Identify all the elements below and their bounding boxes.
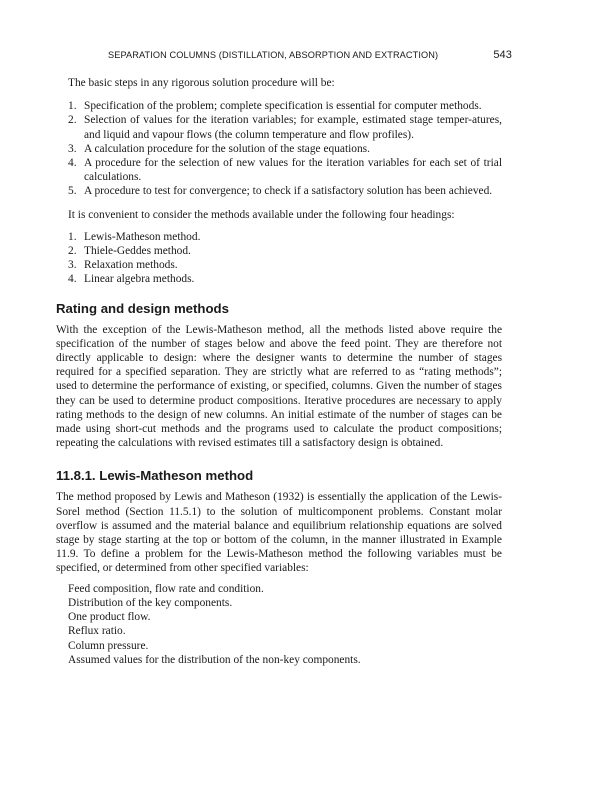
list-item <box>68 258 502 272</box>
list-number: 1. <box>68 100 77 113</box>
list-item <box>68 272 502 286</box>
list-number: 3. <box>68 142 77 155</box>
section-heading-rating: Rating and design methods <box>56 300 229 316</box>
list-text: Lewis-Matheson method. <box>84 230 201 243</box>
list-item: Distribution of the key components. <box>68 596 233 609</box>
list-text: Thiele-Geddes method. <box>84 245 191 258</box>
list-item: Assumed values for the distribution of the non-key components. <box>68 653 361 666</box>
document-page <box>56 49 512 667</box>
list-number: 1. <box>68 230 77 243</box>
solution-steps-list <box>68 99 502 198</box>
list-item: One product flow. <box>68 611 151 624</box>
running-header <box>108 50 512 64</box>
list-item <box>68 230 502 244</box>
list-number: 3. <box>68 259 77 272</box>
list-text: A procedure for the selection of new values for the iteration variables for each set of trial calculations. <box>84 157 502 184</box>
list-item: Column pressure. <box>68 639 149 652</box>
list-text: Selection of values for the iteration variables; for example, estimated stage temper-atures, and liquid and vapour flows (the column temperature and flow profiles). <box>84 114 502 141</box>
list-item <box>68 142 502 156</box>
list-item <box>68 156 502 184</box>
page-number: 543 <box>493 49 512 61</box>
list-text: A calculation procedure for the solution of the stage equations. <box>84 142 370 155</box>
list-item <box>68 244 502 258</box>
convenient-paragraph: It is convenient to consider the methods available under the following four headings: <box>68 208 455 221</box>
lewis-matheson-paragraph: The method proposed by Lewis and Matheson (1932) is essentially the application of the Lewis-Sorel method (Section 11.5.1) to the solution of multicomponent problems. Constant molar overflow is assumed and the material balance and equilibrium relationship equations are solved stage by stage starting at the top or bottom of the column, in the manner illustrated in Example 11.9. To define a problem for the Lewis-Matheson method the following variables must be specified, or determined from other specified variables: <box>56 491 502 575</box>
list-item <box>68 113 502 141</box>
list-item: Reflux ratio. <box>68 625 126 638</box>
specified-variables-list <box>68 582 502 667</box>
list-text: Linear algebra methods. <box>84 273 195 286</box>
list-text: Relaxation methods. <box>84 259 178 272</box>
section-heading-lewis-matheson: 11.8.1. Lewis-Matheson method <box>56 468 254 484</box>
list-number: 4. <box>68 273 77 286</box>
list-text: Specification of the problem; complete specification is essential for computer methods. <box>84 100 482 113</box>
rating-paragraph: With the exception of the Lewis-Matheson method, all the methods listed above require the specification of the number of stages below and above the feed point. They are therefore not directly applicable to design: where the designer wants to determine the number of stages required for a specified separation. They are strictly what are referred to as “rating methods”; used to determine the performance of existing, or specified, columns. Given the number of stages they can be used to determine product compositions. Iterative procedures are necessary to apply rating methods to the design of new columns. An initial estimate of the number of stages can be made using short-cut methods and the programs used to calculate the product compositions; repeating the calculations with revised estimates till a satisfactory design is obtained. <box>56 323 502 450</box>
list-number: 5. <box>68 185 77 198</box>
list-number: 2. <box>68 114 77 127</box>
list-item <box>68 184 502 198</box>
intro-paragraph: The basic steps in any rigorous solution procedure will be: <box>68 77 335 89</box>
list-number: 2. <box>68 245 77 258</box>
methods-list <box>68 230 502 287</box>
list-number: 4. <box>68 157 77 170</box>
list-item: Feed composition, flow rate and condition. <box>68 582 264 595</box>
list-text: A procedure to test for convergence; to check if a satisfactory solution has been achieved. <box>84 185 493 198</box>
list-item <box>68 99 502 113</box>
running-title: SEPARATION COLUMNS (DISTILLATION, ABSORPTION AND EXTRACTION) <box>108 50 439 60</box>
